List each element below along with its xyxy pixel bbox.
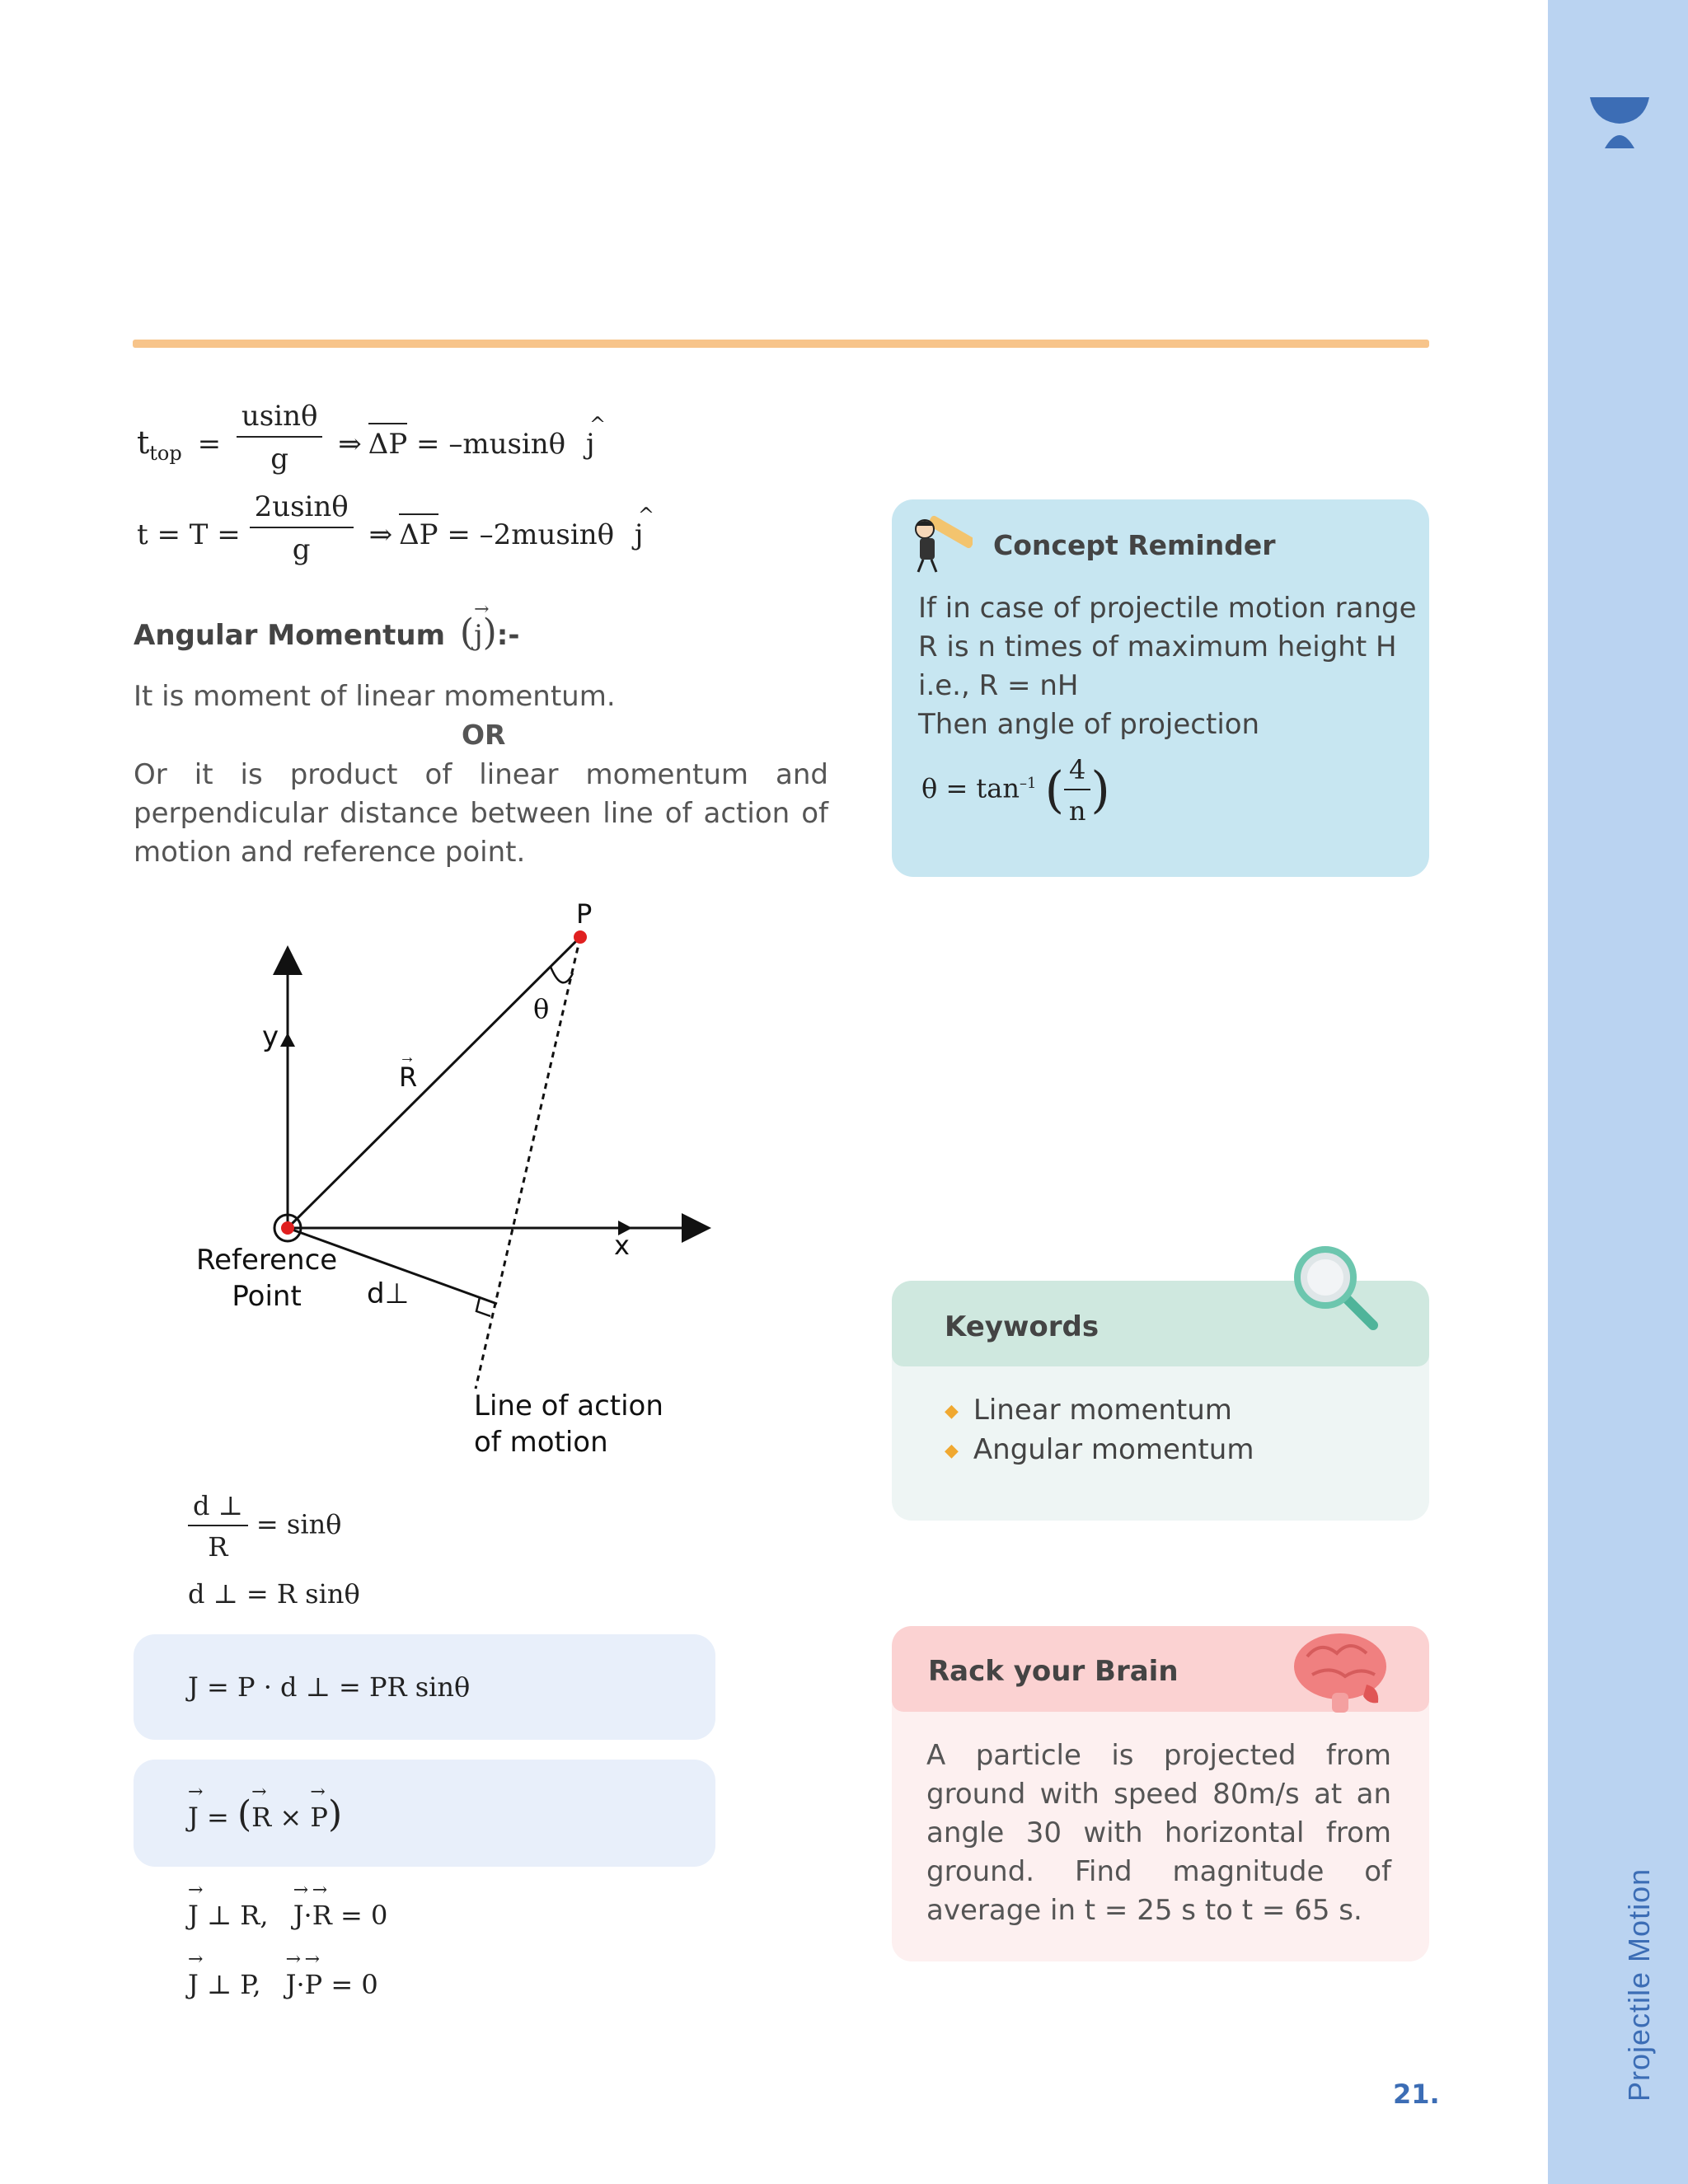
line-of-action — [476, 937, 580, 1389]
concept-line2: R is n times of maximum height H — [918, 630, 1397, 663]
deriv-frac-den: R — [208, 1531, 228, 1563]
point-p-dot — [574, 930, 587, 944]
heading-symbol: → j — [474, 619, 483, 652]
deriv-frac-num: d ⊥ — [188, 1490, 248, 1526]
label-theta: θ — [533, 993, 550, 1024]
heading-suffix: :- — [496, 619, 520, 652]
perp2-p: → P — [305, 1969, 323, 2000]
box2-p: → P — [310, 1802, 328, 1833]
box2-r: → R — [251, 1802, 271, 1833]
perp1-j: → J — [188, 1900, 199, 1931]
keyword-item: ◆ Angular momentum — [945, 1433, 1254, 1466]
derivation-line2: d ⊥ = R sinθ — [188, 1578, 360, 1610]
eq2-implies: ⇒ — [368, 518, 393, 551]
perp2-j: → J — [188, 1969, 199, 2000]
concept-formula-num: 4 — [1064, 754, 1090, 790]
eq2-rhs: = –2musinθ — [447, 518, 615, 551]
perp1-j2: → J — [293, 1900, 304, 1931]
concept-formula-den: n — [1068, 795, 1086, 827]
equation-ttop: $t_{top}$ = $\frac{usin\theta}{g}$ ⇒ ΔP = –musinθ ^ j — [137, 416, 595, 476]
y-axis-mid-arrow — [280, 1033, 295, 1047]
label-x: x — [614, 1230, 630, 1261]
perp2-j2: → J — [286, 1969, 297, 2000]
theta-arc — [551, 967, 573, 982]
keyword-item: ◆ Linear momentum — [945, 1394, 1232, 1427]
concept-formula-lhs: θ = tan — [921, 772, 1020, 804]
perp-relation-r — [188, 1900, 387, 1931]
eq1-delta-p: ΔP — [368, 428, 408, 461]
concept-formula-sup: –1 — [1019, 774, 1037, 792]
deriv-frac-rhs: = sinθ — [256, 1508, 342, 1540]
perp1-perp: ⊥ R, — [207, 1900, 269, 1931]
label-reference-line1: Reference — [196, 1244, 338, 1277]
angular-momentum-diagram — [181, 894, 725, 1471]
or-label: OR — [462, 719, 506, 751]
perp2-perp: ⊥ P, — [207, 1969, 261, 2000]
logo-icon — [1590, 97, 1649, 150]
magnifier-icon — [1291, 1243, 1383, 1335]
brain-icon — [1287, 1624, 1393, 1716]
perp1-r: → R — [312, 1900, 332, 1931]
rack-brain-title: Rack your Brain — [928, 1655, 1179, 1688]
perp1-zero: = 0 — [340, 1900, 388, 1931]
eq1-sub: top — [149, 441, 182, 465]
eq1-num: usinθ — [237, 400, 323, 438]
box2-cross: × — [279, 1802, 302, 1833]
perp1-dot: · — [303, 1900, 312, 1931]
label-line-of-action-2: of motion — [474, 1426, 608, 1459]
definition-paragraph: Or it is product of linear momentum and perpendicular distance between line of action of motion and reference point. — [134, 758, 828, 869]
keyword-item-1: Linear momentum — [973, 1394, 1232, 1427]
label-y: y — [262, 1020, 279, 1053]
eq1-unit-j: ^ j — [586, 428, 595, 461]
label-line-of-action — [474, 1388, 663, 1460]
chapter-label: Projectile Motion — [1622, 1868, 1656, 2102]
eq2-unit-j: ^ j — [635, 518, 644, 551]
eq2-num: 2usinθ — [250, 490, 354, 528]
formula-box-1-text: J = P · d ⊥ = PR sinθ — [188, 1671, 471, 1703]
concept-reminder-title: Concept Reminder — [993, 529, 1276, 561]
box2-eq: = — [207, 1802, 229, 1833]
eq2-den: g — [292, 533, 311, 566]
keywords-title: Keywords — [945, 1310, 1100, 1343]
perp-relation-p — [188, 1969, 378, 2000]
eq2-lhs: t = T = — [137, 518, 241, 551]
label-p: P — [576, 898, 593, 930]
eq1-rhs: = –musinθ — [416, 428, 566, 461]
formula-box-2-text: → J = (→ R × → P) — [188, 1793, 342, 1835]
label-reference — [196, 1242, 337, 1315]
eq2-delta-p: ΔP — [399, 518, 438, 551]
page-number: 21. — [1393, 2079, 1440, 2110]
heading-text: Angular Momentum — [134, 619, 446, 652]
concept-line4: Then angle of projection — [918, 708, 1260, 741]
box2-j: → J — [188, 1802, 199, 1833]
rack-brain-text: A particle is projected from ground with speed 80m/s at an angle 30 with horizontal from ground. Find magnitude of average in t = 25 s to t = 65 s. — [926, 1739, 1391, 1927]
eq1-lhs: t — [137, 424, 150, 461]
top-divider — [133, 340, 1429, 348]
concept-formula: $\theta = \tan^{-1}$ ( $\frac{4}{n}$ ) — [921, 754, 1110, 827]
concept-reminder-text — [918, 589, 1417, 744]
pencil-figure-icon — [907, 511, 973, 577]
label-r-arrow: → — [399, 1048, 415, 1066]
label-line-of-action-1: Line of action — [474, 1390, 663, 1422]
label-r: R — [399, 1062, 418, 1093]
sidebar-band — [1548, 0, 1688, 2184]
definition-line: It is moment of linear momentum. — [134, 680, 616, 713]
label-d-perp: d⊥ — [367, 1277, 410, 1310]
eq1-den: g — [270, 443, 289, 476]
keywords-list — [945, 1391, 1254, 1470]
perp2-zero: = 0 — [331, 1969, 378, 2000]
reference-dot — [281, 1221, 294, 1235]
label-reference-line2: Point — [232, 1280, 302, 1313]
section-heading: Angular Momentum (→ j):- — [134, 612, 520, 654]
derivation-fraction — [188, 1490, 341, 1563]
concept-line3: i.e., R = nH — [918, 669, 1079, 702]
concept-line1: If in case of projectile motion range — [918, 592, 1417, 625]
keyword-item-2: Angular momentum — [973, 1433, 1254, 1466]
eq1-implies: ⇒ — [338, 428, 362, 461]
perp2-dot: · — [296, 1969, 305, 2000]
r-vector-line — [288, 937, 580, 1228]
